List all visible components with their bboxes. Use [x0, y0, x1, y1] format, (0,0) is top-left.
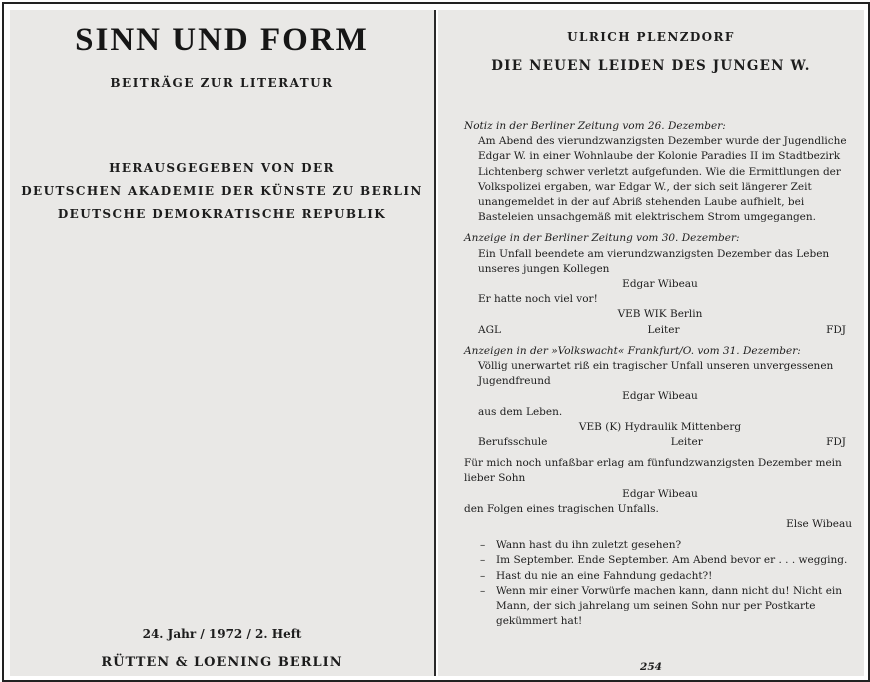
ad1-text: Ein Unfall beendete am vierundzwanzigsten Dezember das Leben unseres jungen Kollegen: [478, 247, 830, 275]
imprint: RÜTTEN & LOENING BERLIN: [101, 655, 343, 670]
ad1-signatures: [464, 323, 856, 338]
ad2-name: Edgar Wibeau: [622, 390, 698, 403]
ad1-org: VEB WIK Berlin: [617, 308, 703, 321]
ad1-sig-left: AGL: [478, 323, 501, 336]
ad2-line: aus dem Leben.: [478, 405, 563, 418]
ad1-sig-right: FDJ: [826, 323, 846, 336]
article-title: DIE NEUEN LEIDEN DES JUNGEN W.: [491, 58, 811, 74]
ad2-text: Völlig unerwartet riß ein tragischer Unfall unseren unvergessenen Jugendfreund: [478, 360, 834, 388]
dialogue-text: Wann hast du ihn zuletzt gesehen?: [496, 539, 682, 552]
ad2-heading: Anzeigen in der »Volkswacht« Frankfurt/O. vom 31. Dezember:: [464, 344, 801, 357]
ad2-org: VEB (K) Hydraulik Mittenberg: [578, 420, 742, 433]
ad3-signature: Else Wibeau: [786, 518, 852, 531]
ad2-signatures: [464, 435, 856, 450]
ad1-heading: Anzeige in der Berliner Zeitung vom 30. Dezember:: [464, 232, 740, 245]
ad3-text: Für mich noch unfaßbar erlag am fünfundzwanzigsten Dezember mein lieber Sohn: [464, 457, 842, 485]
dialogue-line: [480, 553, 856, 568]
dialogue-line: [480, 584, 856, 630]
right-page: [438, 10, 864, 676]
dash: –: [480, 569, 486, 582]
ad2-sig-right: FDJ: [826, 436, 846, 449]
dialogue: [464, 538, 856, 629]
dialogue-line: [480, 538, 856, 553]
scan-frame: [2, 2, 870, 682]
dialogue-line: [480, 569, 856, 584]
notice-heading: Notiz in der Berliner Zeitung vom 26. Dezember:: [464, 120, 726, 132]
dialogue-text: Wenn mir einer Vorwürfe machen kann, dann nicht du! Nicht ein Mann, der sich jahrelang um seinen Sohn nur per Postkarte gekümmert hat!: [496, 584, 843, 628]
publisher-block: [10, 157, 434, 226]
issue-info: 24. Jahr / 1972 / 2. Heft: [142, 627, 302, 641]
ad1-name: Edgar Wibeau: [622, 278, 698, 291]
publisher-line: DEUTSCHEN AKADEMIE DER KÜNSTE ZU BERLIN: [21, 184, 423, 198]
dash: –: [480, 584, 486, 597]
article-author: ULRICH PLENZDORF: [567, 30, 735, 44]
dash: –: [480, 539, 486, 552]
journal-title: SINN UND FORM: [75, 22, 369, 58]
journal-subtitle: BEITRÄGE ZUR LITERATUR: [110, 76, 334, 90]
ad1-line: Er hatte noch viel vor!: [478, 293, 598, 306]
ad2-sig-left: Berufsschule: [478, 436, 548, 449]
ad3-line: den Folgen eines tragischen Unfalls.: [464, 502, 659, 515]
dialogue-text: Im September. Ende September. Am Abend bevor er . . . wegging.: [496, 554, 848, 567]
page-number: 254: [640, 661, 662, 673]
notice-text: Am Abend des vierundzwanzigsten Dezember wurde der Jugendliche Edgar W. in einer Wohnlaube der Kolonie Paradies II im Stadtbezirk Lichtenberg schwer verletzt aufgefunden. Wie die Ermittlungen der Volkspolizei ergaben, war Edgar W., der sich seit längerer Zeit unangemeldet in der auf Abriß stehenden Laube aufhielt, bei Basteleien unsachgemäß mit elektrischem Strom umgegangen.: [478, 135, 847, 224]
left-page: [10, 10, 436, 676]
publisher-line: HERAUSGEGEBEN VON DER: [109, 161, 335, 175]
dash: –: [480, 554, 486, 567]
ad3-name: Edgar Wibeau: [622, 487, 698, 500]
ad1-sig-mid: Leiter: [647, 323, 680, 336]
dialogue-text: Hast du nie an eine Fahndung gedacht?!: [496, 569, 713, 582]
ad2-sig-mid: Leiter: [670, 436, 703, 449]
article-body: [464, 119, 856, 630]
publisher-line: DEUTSCHE DEMOKRATISCHE REPUBLIK: [57, 207, 387, 221]
